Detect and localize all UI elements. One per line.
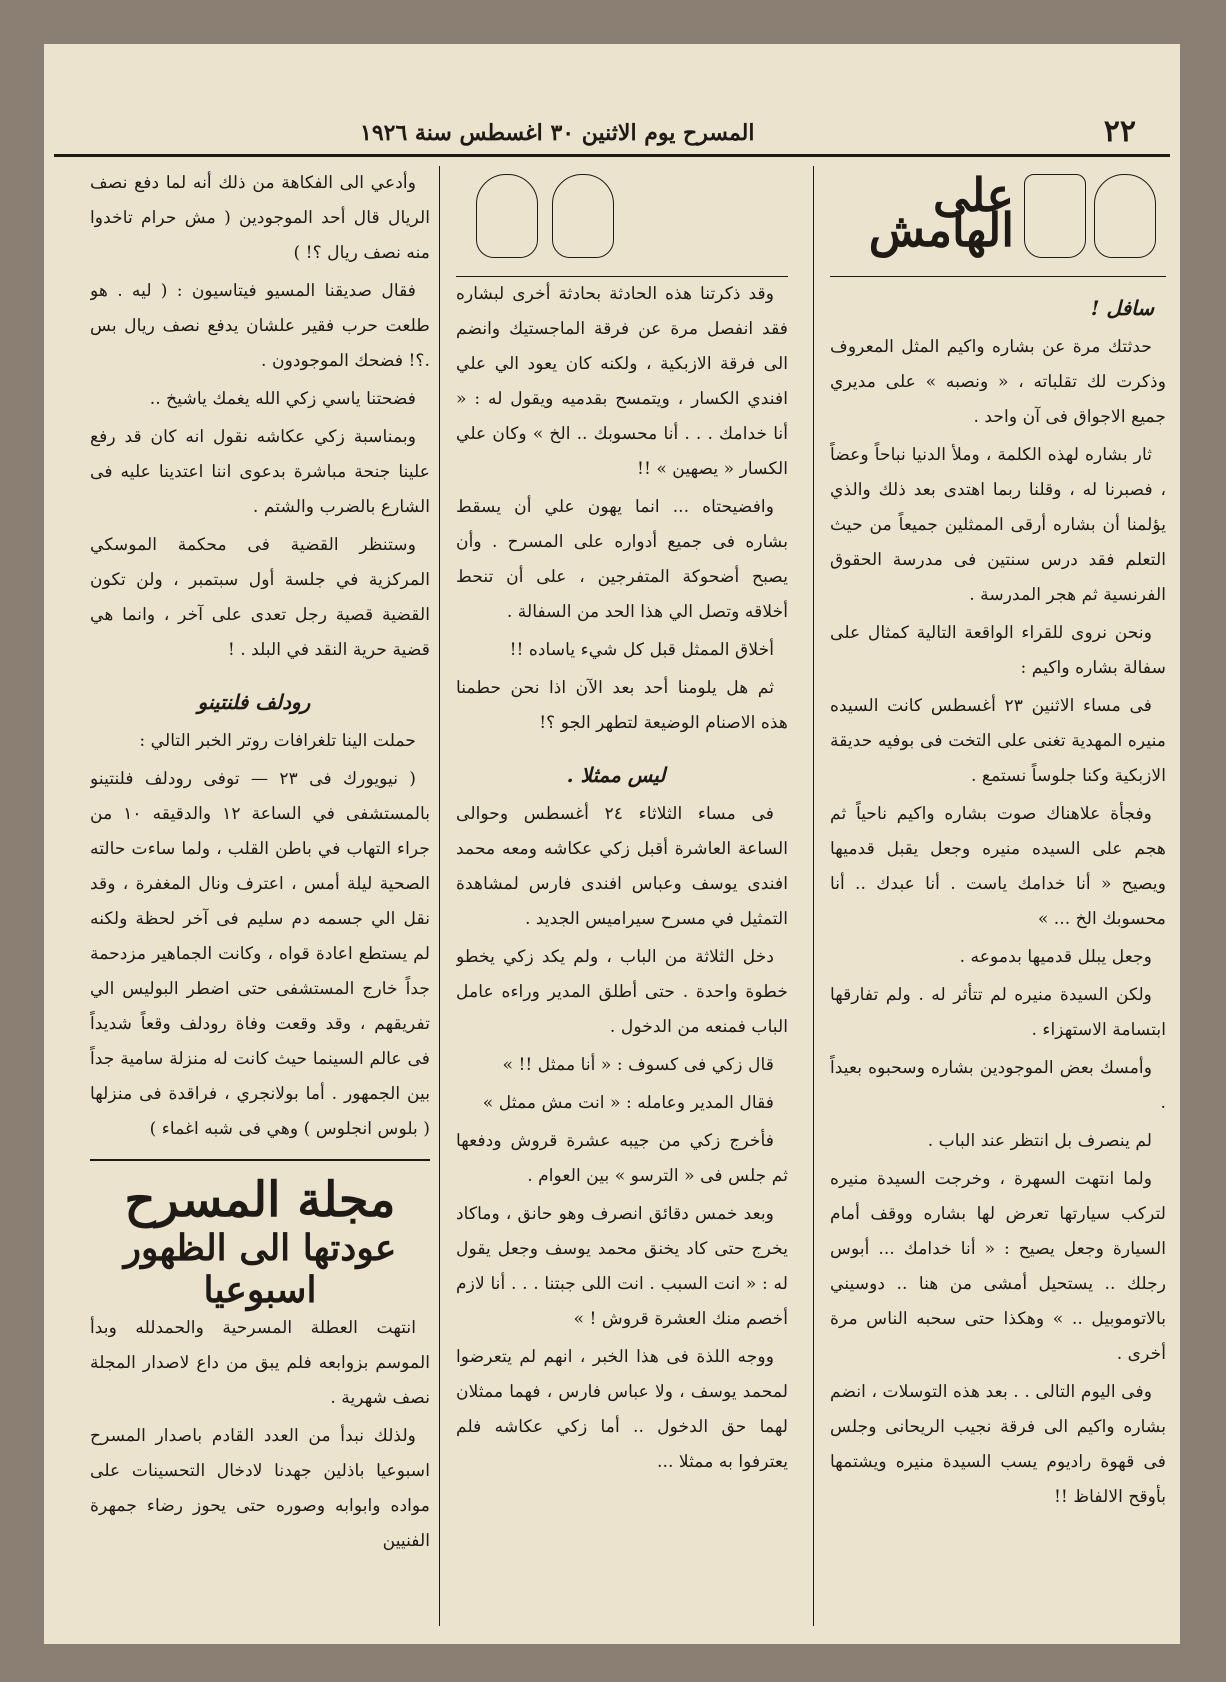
article-paragraph: فى مساء الاثنين ٢٣ أغسطس كانت السيده منيره المهدية تغنى على التخت فى بوفيه حديقة الازبكية وكنا جلوساً نستمع . xyxy=(830,696,1166,786)
newspaper-page xyxy=(44,44,1180,1644)
column-divider xyxy=(813,166,814,1626)
right-column xyxy=(830,166,1166,1626)
article-paragraph: وجعل يبلل قدميها بدموعه . xyxy=(959,947,1152,967)
portrait-icon xyxy=(476,174,538,258)
portrait-icon xyxy=(552,174,614,258)
page-number: ٢٢ xyxy=(1103,114,1136,149)
article-paragraph: ثم هل يلومنا أحد بعد الآن اذا نحن حطمنا هذه الاصنام الوضيعة لتطهر الجو ؟! xyxy=(456,678,788,733)
article-paragraph: انتهت العطلة المسرحية والحمدلله وبدأ الموسم بزوابعه فلم يبق من داع لاصدار المجلة نصف شهرية . xyxy=(90,1317,430,1408)
banner xyxy=(830,166,1166,277)
article-paragraph: لم ينصرف بل انتظر عند الباب . xyxy=(927,1131,1152,1151)
middle-column xyxy=(456,166,788,1626)
article-paragraph: ولكن السيدة منيره لم تتأثر له . ولم تفارقها ابتسامة الاستهزاء . xyxy=(830,985,1166,1040)
article-paragraph: ( نيويورك فى ٢٣ — توفى رودلف فلنتينو بالمستشفى في الساعة ١٢ والدقيقه ١٠ من جراء التهاب في باطن القلب ، ولما ساءت حالته الصحية ليلة أمس ، اعترف ونال المغفرة ، وقد نقل الي جسمه دم سليم فى آخر لحظة ولكنه لم يستطع اعادة قواه ، وكانت الجماهير مزدحمة جداً خارج المستشفى حتى اضطر البوليس الي تفريقهم ، وقد وقعت وفاة رودلف وقعاً شديداً فى عالم السينما حيث كانت له منزلة سامية جداً بين الجمهور . أما بولانجري ، فراقدة فى منزلها ( بلوس انجلوس ) وهي فى شبه اغماء ) xyxy=(90,769,430,1139)
article-paragraph: فقال المدير وعامله : « انت مش ممثل » xyxy=(482,1093,774,1113)
article-paragraph: ولذلك نبدأ من العدد القادم باصدار المسرح اسبوعيا باذلين جهدنا لادخال التحسينات على مواده وابوابه وصوره حتى يحوز رضاء جمهرة الفنيين xyxy=(90,1425,430,1551)
section-title: رودلف فلنتينو xyxy=(197,690,311,714)
section-title: سافل ! xyxy=(1090,296,1154,320)
magazine-announcement xyxy=(90,1173,430,1311)
section-title: ليس ممثلا . xyxy=(566,763,666,787)
section-rule xyxy=(90,1159,430,1161)
article-paragraph: وبمناسبة زكي عكاشه نقول انه كان قد رفع علينا جنحة مباشرة بدعوى اننا اعتدينا عليه فى الشارع بالضرب والشتم . xyxy=(90,427,430,517)
article-paragraph: أخلاق الممثل قبل كل شيء ياساده !! xyxy=(509,640,774,660)
magazine-subtitle: عودتها الى الظهور xyxy=(123,1227,397,1270)
page-headline: المسرح يوم الاثنين ٣٠ اغسطس سنة ١٩٢٦ xyxy=(360,120,755,146)
banner-illustration xyxy=(456,166,788,277)
article-paragraph: وستنظر القضية فى محكمة الموسكي المركزية في جلسة أول سبتمبر ، ولن تكون القضية قصية رجل تعدى على آخر ، وانما هي قضية حرية النقد في البلد . ! xyxy=(90,535,430,660)
article-paragraph: ثار بشاره لهذه الكلمة ، وملأ الدنيا نباحاً وعضاً ، فصبرنا له ، وقلنا ربما اهتدى بعد ذلك والذي يؤلمنا أن بشاره أرقى الممثلين جميعاً من حيث التعلم فقد درس سنتين فى مدرسة الحقوق الفرنسية ثم هجر المدرسة . xyxy=(830,445,1166,605)
column-divider xyxy=(439,166,440,1626)
portrait-icon xyxy=(1024,174,1086,258)
article-paragraph: ولما انتهت السهرة ، وخرجت السيدة منيره لتركب سيارتها تعرض لها بشاره ووقف أمام السيارة وجعل يصيح : « أنا خدامك ... أبوس رجلك .. يستحيل أمشى من هنا .. دوسيني بالاتوموبيل .. » وهكذا حتى سحبه الناس مرة أخرى . xyxy=(830,1169,1166,1364)
banner-title: على الهامش xyxy=(868,168,1014,257)
article-paragraph: وبعد خمس دقائق انصرف وهو حانق ، وماكاد يخرج حتى كاد يخنق محمد يوسف وجعل يقول له : « انت السبب . انت اللى جبتنا . . . أنا لازم أخصم منك العشرة قروش ! » xyxy=(456,1204,788,1329)
article-paragraph: وافضيحتاه ... انما يهون علي أن يسقط بشاره فى جميع أدواره على المسرح . وأن يصبح أضحوكة المتفرجين ، على أن تنحط أخلاقه وتصل الي هذا الحد من السفالة . xyxy=(456,497,788,622)
magazine-frequency: اسبوعيا xyxy=(203,1268,317,1311)
article-paragraph: وفجأة علاهناك صوت بشاره واكيم ناحياً ثم هجم على السيده منيره وجعل يقبل قدميها ويصيح « أنا خدامك ياست . أنا عبدك .. أنا محسوبك الخ ... » xyxy=(830,804,1166,929)
article-paragraph: قال زكي فى كسوف : « أنا ممثل !! » xyxy=(502,1055,774,1075)
left-column xyxy=(90,166,430,1626)
article-body xyxy=(830,330,1166,1515)
article-paragraph: ووجه اللذة فى هذا الخبر ، انهم لم يتعرضوا لمحمد يوسف ، ولا عباس فارس ، فهما ممثلان لهما حق الدخول .. أما زكي عكاشه فلم يعترفوا به ممثلا ... xyxy=(456,1347,788,1472)
article-paragraph: وفى اليوم التالى . . بعد هذه التوسلات ، انضم بشاره واكيم الى فرقة نجيب الريحانى وجلس فى قهوة راديوم يسب السيدة منيره ويشتمها بأوقح الالفاظ !! xyxy=(830,1382,1166,1507)
header-rule xyxy=(54,154,1170,157)
article-paragraph: فأخرج زكي من جيبه عشرة قروش ودفعها ثم جلس فى « الترسو » بين العوام . xyxy=(456,1131,788,1186)
article-paragraph: وقد ذكرتنا هذه الحادثة بحادثة أخرى لبشاره فقد انفصل مرة عن فرقة الماجستيك وانضم الى فرقة الازبكية ، ولكنه كان يعود الي علي افندي الكسار ، ويتمسح بقدميه ويقول له : « أنا خدامك . . . أنا محسوبك .. الخ » وكان علي الكسار « يصهين » !! xyxy=(456,284,788,479)
article-paragraph: فى مساء الثلاثاء ٢٤ أغسطس وحوالى الساعة العاشرة أقبل زكي عكاشه ومعه محمد افندى يوسف وعباس افندى فارس لمشاهدة التمثيل في مسرح سيراميس الجديد . xyxy=(456,804,788,929)
article-paragraph: حدثتك مرة عن بشاره واكيم المثل المعروف وذكرت لك تقلباته ، « ونصبه » على مديري جميع الاجواق فى آن واحد . xyxy=(830,337,1166,427)
article-paragraph: دخل الثلاثة من الباب ، ولم يكد زكي يخطو خطوة واحدة . حتى أطلق المدير وراءه عامل الباب فمنعه من الدخول . xyxy=(456,947,788,1037)
article-paragraph: فقال صديقنا المسيو فيتاسيون : ( ليه . هو طلعت حرب فقير علشان يدفع نصف ريال بس .؟! فضحك الموجودون . xyxy=(90,281,430,371)
article-paragraph: وأدعي الى الفكاهة من ذلك أنه لما دفع نصف الريال قال أحد الموجودين ( مش حرام تاخدوا منه نصف ريال ؟! ) xyxy=(90,173,430,263)
page-header xyxy=(60,114,1164,154)
article-paragraph: وأمسك بعض الموجودين بشاره وسحبوه بعيداً . xyxy=(830,1058,1166,1113)
magazine-title: مجلة المسرح xyxy=(124,1172,396,1228)
article-paragraph: فضحتنا ياسي زكي الله يغمك ياشيخ .. xyxy=(149,389,416,409)
article-paragraph: حملت الينا تلغرافات روتر الخبر التالي : xyxy=(139,731,416,751)
portrait-icon xyxy=(1094,174,1156,258)
article-paragraph: ونحن نروى للقراء الواقعة التالية كمثال على سفالة بشاره واكيم : xyxy=(830,623,1166,678)
